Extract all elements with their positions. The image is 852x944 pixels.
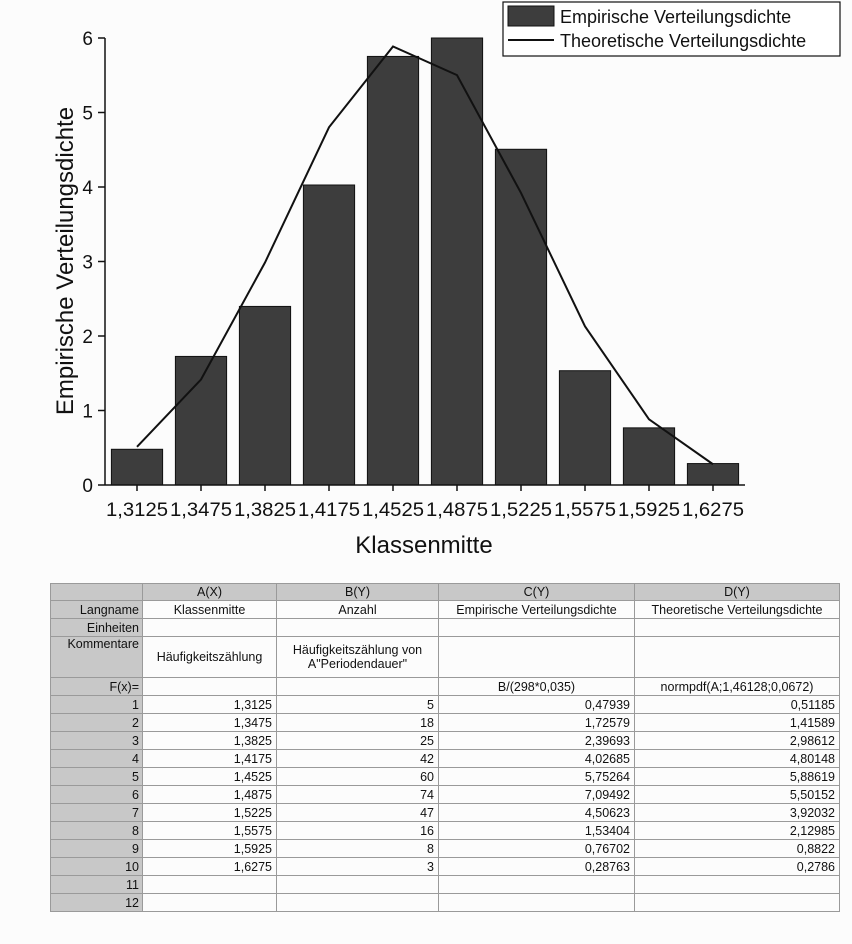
column-header-b[interactable]: B(Y) bbox=[277, 584, 439, 601]
cell-formula-a[interactable] bbox=[143, 678, 277, 696]
cell-einheiten-b[interactable] bbox=[277, 619, 439, 637]
cell-b[interactable]: 16 bbox=[277, 822, 439, 840]
cell-b[interactable]: 5 bbox=[277, 696, 439, 714]
data-worksheet bbox=[50, 583, 840, 912]
column-header-row bbox=[51, 584, 840, 601]
cell-b[interactable] bbox=[277, 876, 439, 894]
bar bbox=[175, 356, 226, 485]
column-header-d[interactable]: D(Y) bbox=[635, 584, 840, 601]
bar bbox=[303, 185, 354, 485]
cell-langname-b[interactable]: Anzahl bbox=[277, 601, 439, 619]
table-row bbox=[51, 822, 840, 840]
row-number[interactable]: 1 bbox=[51, 696, 143, 714]
cell-a[interactable]: 1,6275 bbox=[143, 858, 277, 876]
row-header-formula[interactable]: F(x)= bbox=[51, 678, 143, 696]
x-tick-label: 1,3825 bbox=[234, 500, 296, 521]
x-tick-label: 1,5575 bbox=[554, 500, 616, 521]
cell-c[interactable]: 4,02685 bbox=[439, 750, 635, 768]
row-number[interactable]: 3 bbox=[51, 732, 143, 750]
cell-a[interactable]: 1,3825 bbox=[143, 732, 277, 750]
cell-a[interactable]: 1,5225 bbox=[143, 804, 277, 822]
row-number[interactable]: 10 bbox=[51, 858, 143, 876]
cell-c[interactable]: 1,72579 bbox=[439, 714, 635, 732]
y-ticks bbox=[82, 29, 105, 497]
y-tick-label: 1 bbox=[82, 401, 93, 423]
cell-einheiten-a[interactable] bbox=[143, 619, 277, 637]
bar-series bbox=[111, 38, 738, 485]
corner-cell[interactable] bbox=[51, 584, 143, 601]
y-tick-label: 4 bbox=[82, 178, 93, 199]
cell-a[interactable]: 1,3475 bbox=[143, 714, 277, 732]
row-number[interactable]: 2 bbox=[51, 714, 143, 732]
cell-a[interactable]: 1,4175 bbox=[143, 750, 277, 768]
cell-c[interactable]: 4,50623 bbox=[439, 804, 635, 822]
cell-c[interactable] bbox=[439, 894, 635, 912]
table-row bbox=[51, 876, 840, 894]
bar bbox=[111, 449, 162, 485]
cell-d[interactable]: 5,88619 bbox=[635, 768, 840, 786]
x-tick-label: 1,5925 bbox=[618, 500, 680, 521]
cell-a[interactable]: 1,4525 bbox=[143, 768, 277, 786]
cell-d[interactable]: 0,8822 bbox=[635, 840, 840, 858]
bar bbox=[495, 149, 546, 485]
cell-formula-d[interactable]: normpdf(A;1,46128;0,0672) bbox=[635, 678, 840, 696]
column-header-a[interactable]: A(X) bbox=[143, 584, 277, 601]
x-tick-label: 1,4875 bbox=[426, 500, 488, 521]
cell-d[interactable] bbox=[635, 876, 840, 894]
cell-langname-a[interactable]: Klassenmitte bbox=[143, 601, 277, 619]
y-tick-label: 3 bbox=[82, 252, 93, 274]
row-header-langname[interactable]: Langname bbox=[51, 601, 143, 619]
cell-d[interactable]: 0,51185 bbox=[635, 696, 840, 714]
cell-b[interactable]: 8 bbox=[277, 840, 439, 858]
bar bbox=[367, 56, 418, 485]
column-header-c[interactable]: C(Y) bbox=[439, 584, 635, 601]
row-header-kommentare[interactable]: Kommentare bbox=[51, 637, 143, 678]
cell-c[interactable]: 0,76702 bbox=[439, 840, 635, 858]
cell-d[interactable]: 0,2786 bbox=[635, 858, 840, 876]
cell-d[interactable]: 1,41589 bbox=[635, 714, 840, 732]
cell-a[interactable]: 1,3125 bbox=[143, 696, 277, 714]
cell-b[interactable]: 47 bbox=[277, 804, 439, 822]
cell-a[interactable]: 1,5925 bbox=[143, 840, 277, 858]
cell-b[interactable]: 3 bbox=[277, 858, 439, 876]
cell-a[interactable] bbox=[143, 876, 277, 894]
x-ticks bbox=[106, 485, 744, 521]
cell-a[interactable]: 1,5575 bbox=[143, 822, 277, 840]
x-tick-label: 1,4175 bbox=[298, 500, 360, 521]
x-tick-label: 1,5225 bbox=[490, 500, 552, 521]
row-number[interactable]: 9 bbox=[51, 840, 143, 858]
cell-formula-b[interactable] bbox=[277, 678, 439, 696]
x-tick-label: 1,4525 bbox=[362, 500, 424, 521]
cell-b[interactable]: 60 bbox=[277, 768, 439, 786]
cell-c[interactable]: 7,09492 bbox=[439, 786, 635, 804]
cell-c[interactable]: 5,75264 bbox=[439, 768, 635, 786]
row-number[interactable]: 5 bbox=[51, 768, 143, 786]
y-axis-title: Empirische Verteilungsdichte bbox=[52, 106, 79, 416]
cell-kommentare-d[interactable] bbox=[635, 637, 840, 678]
y-tick-label: 6 bbox=[82, 29, 93, 50]
table-row bbox=[51, 732, 840, 750]
cell-c[interactable]: 0,28763 bbox=[439, 858, 635, 876]
bar bbox=[623, 428, 674, 485]
cell-d[interactable]: 2,12985 bbox=[635, 822, 840, 840]
cell-c[interactable]: 2,39693 bbox=[439, 732, 635, 750]
cell-d[interactable]: 3,92032 bbox=[635, 804, 840, 822]
table-row bbox=[51, 894, 840, 912]
bar bbox=[431, 38, 482, 485]
cell-c[interactable]: 0,47939 bbox=[439, 696, 635, 714]
einheiten-row bbox=[51, 619, 840, 637]
table-row bbox=[51, 786, 840, 804]
table-row bbox=[51, 714, 840, 732]
x-tick-label: 1,3475 bbox=[170, 500, 232, 521]
row-number[interactable]: 7 bbox=[51, 804, 143, 822]
table-row bbox=[51, 696, 840, 714]
row-number[interactable]: 11 bbox=[51, 876, 143, 894]
cell-b[interactable]: 42 bbox=[277, 750, 439, 768]
cell-a[interactable]: 1,4875 bbox=[143, 786, 277, 804]
row-number[interactable]: 6 bbox=[51, 786, 143, 804]
y-tick-label: 5 bbox=[82, 103, 93, 125]
cell-b[interactable]: 18 bbox=[277, 714, 439, 732]
row-number[interactable]: 8 bbox=[51, 822, 143, 840]
cell-langname-d[interactable]: Theoretische Verteilungsdichte bbox=[635, 601, 840, 619]
y-tick-label: 2 bbox=[82, 327, 93, 348]
cell-formula-c[interactable]: B/(298*0,035) bbox=[439, 678, 635, 696]
x-axis-title: Klassenmitte bbox=[355, 532, 493, 559]
legend-label-empirical: Empirische Verteilungsdichte bbox=[560, 7, 792, 27]
chart-legend bbox=[503, 2, 840, 56]
table-row bbox=[51, 768, 840, 786]
bar bbox=[687, 464, 738, 485]
legend-label-theoretical: Theoretische Verteilungsdichte bbox=[560, 31, 807, 51]
formula-row bbox=[51, 678, 840, 696]
bar bbox=[559, 371, 610, 485]
cell-langname-c[interactable]: Empirische Verteilungsdichte bbox=[439, 601, 635, 619]
cell-b[interactable] bbox=[277, 894, 439, 912]
kommentare-row bbox=[51, 637, 840, 678]
row-number[interactable]: 12 bbox=[51, 894, 143, 912]
y-tick-label: 0 bbox=[82, 476, 93, 497]
table-row bbox=[51, 750, 840, 768]
cell-kommentare-b[interactable]: Häufigkeitszählung von A"Periodendauer" bbox=[277, 637, 439, 678]
cell-d[interactable]: 2,98612 bbox=[635, 732, 840, 750]
cell-d[interactable]: 5,50152 bbox=[635, 786, 840, 804]
cell-d[interactable]: 4,80148 bbox=[635, 750, 840, 768]
x-tick-label: 1,6275 bbox=[682, 500, 744, 521]
cell-c[interactable] bbox=[439, 876, 635, 894]
x-tick-label: 1,3125 bbox=[106, 500, 168, 521]
row-header-einheiten[interactable]: Einheiten bbox=[51, 619, 143, 637]
langname-row bbox=[51, 601, 840, 619]
table-row bbox=[51, 858, 840, 876]
cell-einheiten-d[interactable] bbox=[635, 619, 840, 637]
cell-d[interactable] bbox=[635, 894, 840, 912]
cell-kommentare-a[interactable]: Häufigkeitszählung bbox=[143, 637, 277, 678]
table-row bbox=[51, 840, 840, 858]
cell-einheiten-c[interactable] bbox=[439, 619, 635, 637]
row-number[interactable]: 4 bbox=[51, 750, 143, 768]
cell-b[interactable]: 25 bbox=[277, 732, 439, 750]
table-row bbox=[51, 804, 840, 822]
legend-bar-swatch bbox=[508, 6, 554, 26]
bar bbox=[239, 306, 290, 485]
cell-b[interactable]: 74 bbox=[277, 786, 439, 804]
cell-kommentare-c[interactable] bbox=[439, 637, 635, 678]
cell-c[interactable]: 1,53404 bbox=[439, 822, 635, 840]
cell-a[interactable] bbox=[143, 894, 277, 912]
